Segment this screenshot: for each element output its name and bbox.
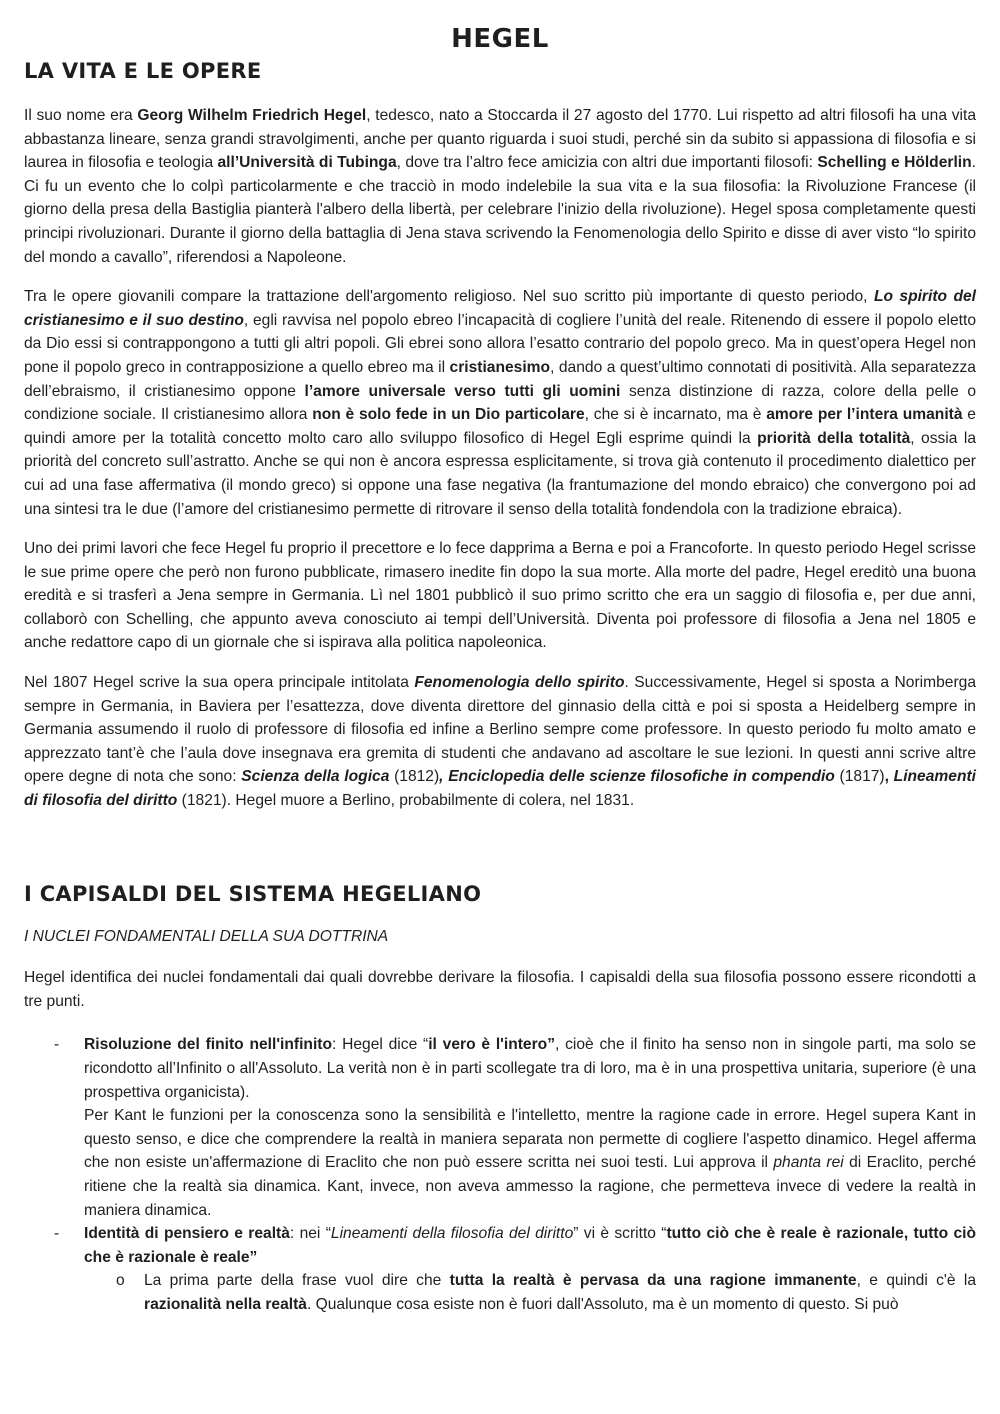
paragraph-career (24, 537, 976, 655)
dash-bullet: - (54, 1225, 60, 1243)
bold-run: Identità di pensiero e realtà (84, 1225, 290, 1243)
bold-italic-run: Lineamenti di filosofia del diritto (24, 768, 976, 810)
bold-run: , (884, 768, 894, 786)
text-run: . Successivamente, Hegel si sposta a Norimberga sempre in Germania, in Baviera per l’esattezza, dove diventa direttore del ginnasio della città e poi si sposta a Heidelberg sempre in Germania assumendo il ruolo di professore di filosofia ed infine a Berlino sempre come professore. In questo periodo fu molto amato e apprezzato tant’è che l’aula dove insegnava era gremita di studenti che andavano ad ascoltare le sue lezioni. In questi anni scrive altre opere degne di nota che sono: (24, 674, 976, 786)
bold-run: Schelling e Hölderlin (817, 154, 972, 172)
text-run: : nei “ (289, 1225, 331, 1243)
document-page (24, 22, 976, 1317)
text-run: Per Kant le funzioni per la conoscenza sono la sensibilità e l'intelletto, mentre la ragione cade in errore. Hegel supera Kant in questo senso, e dice che comprendere la realtà in maniera separata non permette di cogliere l'aspetto dinamico. Hegel afferma che non esiste un'affermazione di Eraclito che non può essere scritta nei suoi testi. Lui approva il (84, 1107, 976, 1172)
text-run: . Ci fu un evento che lo colpì particolarmente e che tracciò in modo indelebile la sua vita e la sua filosofia: la Rivoluzione Francese (il giorno della presa della Bastiglia pianterà l'albero della libertà, per celebrare l'inizio della rivoluzione). Hegel sposa completamente questi principi rivoluzionari. Durante il giorno della battaglia di Jena stava scrivendo la Fenomenologia dello Spirito e disse di aver visto “lo spirito del mondo a cavallo”, riferendosi a Napoleone. (24, 154, 976, 266)
bold-run: razionalità nella realtà (144, 1295, 307, 1313)
paragraph-early-works (24, 285, 976, 521)
section-heading-capisaldi: I CAPISALDI DEL SISTEMA HEGELIANO (24, 881, 482, 906)
bold-run: non è solo fede in un Dio particolare (312, 406, 585, 424)
bold-run (439, 768, 835, 785)
text-run: (1821). Hegel muore a Berlino, probabilmente di colera, nel 1831. (177, 792, 635, 810)
text-run: , cioè che il finito ha senso non in singole parti, ma solo se ricondotto all’Infinito o all'Assoluto. La verità non è in parti scollegate tra di loro, ma è in una prospettiva unitaria, superiore (è una prospettiva organicista). (84, 1036, 976, 1101)
list-item-finito-infinito (54, 1033, 976, 1222)
section-heading-vita: LA VITA E LE OPERE (24, 59, 262, 83)
text-run: (1812) (389, 768, 440, 786)
document-title: HEGEL (451, 24, 549, 54)
sub-list-item-text (144, 1269, 976, 1316)
paragraph-biography (24, 104, 976, 269)
text-run: , egli ravvisa nel popolo ebreo l’incapacità di cogliere l’unità del reale. Ritenendo di essere il popolo eletto da Dio essi si contrappongono a tutti gli altri popoli. Gli ebrei sono allora l’esatto contrario del popolo greco. Ma in quest’opera Hegel non pone il popolo greco in contrapposizione a quello ebreo ma il (24, 311, 977, 376)
paragraph-major-works (24, 671, 976, 813)
bold-run (414, 674, 624, 691)
text-run: senza distinzione di razza, colore della pelle o condizione sociale. Il cristianesimo allora (24, 382, 976, 424)
bold-run: il vero è l'intero” (428, 1036, 555, 1054)
bold-run: cristianesimo (449, 358, 551, 376)
text-run: , che si è incarnato, ma è (584, 406, 767, 424)
paragraph-intro (24, 966, 976, 1013)
text-run: (1817) (834, 768, 885, 786)
subheading-nuclei: I NUCLEI FONDAMENTALI DELLA SUA DOTTRINA (24, 927, 389, 945)
bold-run: priorità della totalità (757, 429, 911, 447)
text-run: ” vi è scritto “ (573, 1225, 667, 1243)
sub-list-item (116, 1269, 976, 1316)
text-run: , dando a quest’ultimo connotati di positività. Alla separatezza dell’ebraismo, il cristianesimo oppone (24, 358, 976, 400)
bold-run: Risoluzione del finito nell'infinito (84, 1036, 332, 1054)
bold-run: Georg Wilhelm Friedrich Hegel (137, 107, 367, 124)
bold-italic-run: , Enciclopedia delle scienze filosofiche in compendio (439, 768, 835, 786)
list-item-continuation (84, 1104, 976, 1222)
bold-italic-run: Scienza della logica (241, 768, 390, 786)
text-run: Il suo nome era (24, 107, 138, 124)
text-run: Tra le opere giovanili compare la trattazione dell'argomento religioso. Nel suo scritto più importante di questo periodo, (24, 288, 874, 306)
text-run: . Qualunque cosa esiste non è fuori dall'Assoluto, ma è un momento di questo. Si può (306, 1295, 899, 1313)
text-run: La prima parte della frase vuol dire che (144, 1272, 450, 1290)
italic-run: Lineamenti della filosofia del diritto (330, 1225, 574, 1243)
bold-run: tutta la realtà è pervasa da una ragione immanente (449, 1272, 857, 1290)
text-run: di Eraclito, perché ritiene che la realtà sia dinamica. Kant, invece, non aveva ammesso la ragione, che permetteva invece di vedere la realtà in maniera dinamica. (84, 1154, 976, 1219)
text-run: e quindi amore per la totalità concetto molto caro allo sviluppo filosofico di Hegel Egli esprime quindi la (24, 406, 976, 447)
text-run: , ossia la priorità del concreto sull’astratto. Anche se qui non è ancora espressa esplicitamente, si trova già contenuto il procedimento dialettico per cui ad una fase affermativa (il mondo greco) si oppone una fase negativa (la frantumazione del mondo ebraico) che convergono poi ad una sintesi tra le due (l’amore del cristianesimo permette di ritrovare il senso della totalità fondendola con la tradizione ebraica). (24, 429, 976, 518)
bold-run: amore per l’intera umanità (766, 406, 963, 424)
text-run: Nel 1807 Hegel scrive la sua opera principale intitolata (24, 674, 415, 692)
text-run: , tedesco, nato a Stoccarda il 27 agosto del 1770. Lui rispetto ad altri filosofi ha una vita abbastanza lineare, senza grandi stravolgimenti, anche per quanto riguarda i suoi studi, perché sin da subito si appassiona di filosofia e si laurea in filosofia e teologia (24, 107, 976, 172)
sub-list (84, 1269, 976, 1316)
bold-run: tutto ciò che è reale è razionale, tutto ciò che è razionale è reale” (84, 1225, 976, 1266)
text-run: Uno dei primi lavori che fece Hegel fu proprio il precettore e lo fece dapprima a Berna e poi a Francoforte. In questo periodo Hegel scrisse le sue prime opere che però non furono pubblicate, rimasero inedite fin dopo la sua morte. Alla morte del padre, Hegel ereditò una buona eredità e si trasferì a Jena sempre in Germania. Lì nel 1801 pubblicò il suo primo scritto che era un saggio di filosofia e, per due anni, collaborò con Schelling, che appunto aveva conosciuto ai tempi dell’Università. Diventa poi professore di filosofia a Jena nel 1805 e anche redattore capo di un giornale che si ispirava alla politica napoleonica. (24, 540, 976, 652)
capisaldi-list (24, 1033, 976, 1316)
bold-run: all’Università di Tubinga (217, 154, 397, 172)
bold-italic-run: Fenomenologia dello spirito (414, 674, 625, 692)
list-item-text (84, 1033, 976, 1104)
bold-italic-run: Lo spirito del cristianesimo e il suo destino (24, 288, 976, 329)
bold-run: l’amore universale verso tutti gli uomini (304, 382, 621, 400)
text-run: Hegel identifica dei nuclei fondamentali dai quali dovrebbe derivare la filosofia. I capisaldi della sua filosofia possono essere ricondotti a tre punti. (24, 969, 976, 1010)
list-item-pensiero-realta (54, 1222, 976, 1316)
bold-run (241, 768, 389, 785)
circle-bullet: o (116, 1272, 125, 1290)
text-run: , dove tra l’altro fece amicizia con altri due importanti filosofi: (396, 154, 818, 172)
italic-run: phanta rei (773, 1154, 844, 1172)
list-item-text (84, 1222, 976, 1269)
dash-bullet: - (54, 1036, 60, 1054)
text-run: : Hegel dice “ (332, 1036, 429, 1054)
text-run: , e quindi c'è la (856, 1272, 976, 1290)
